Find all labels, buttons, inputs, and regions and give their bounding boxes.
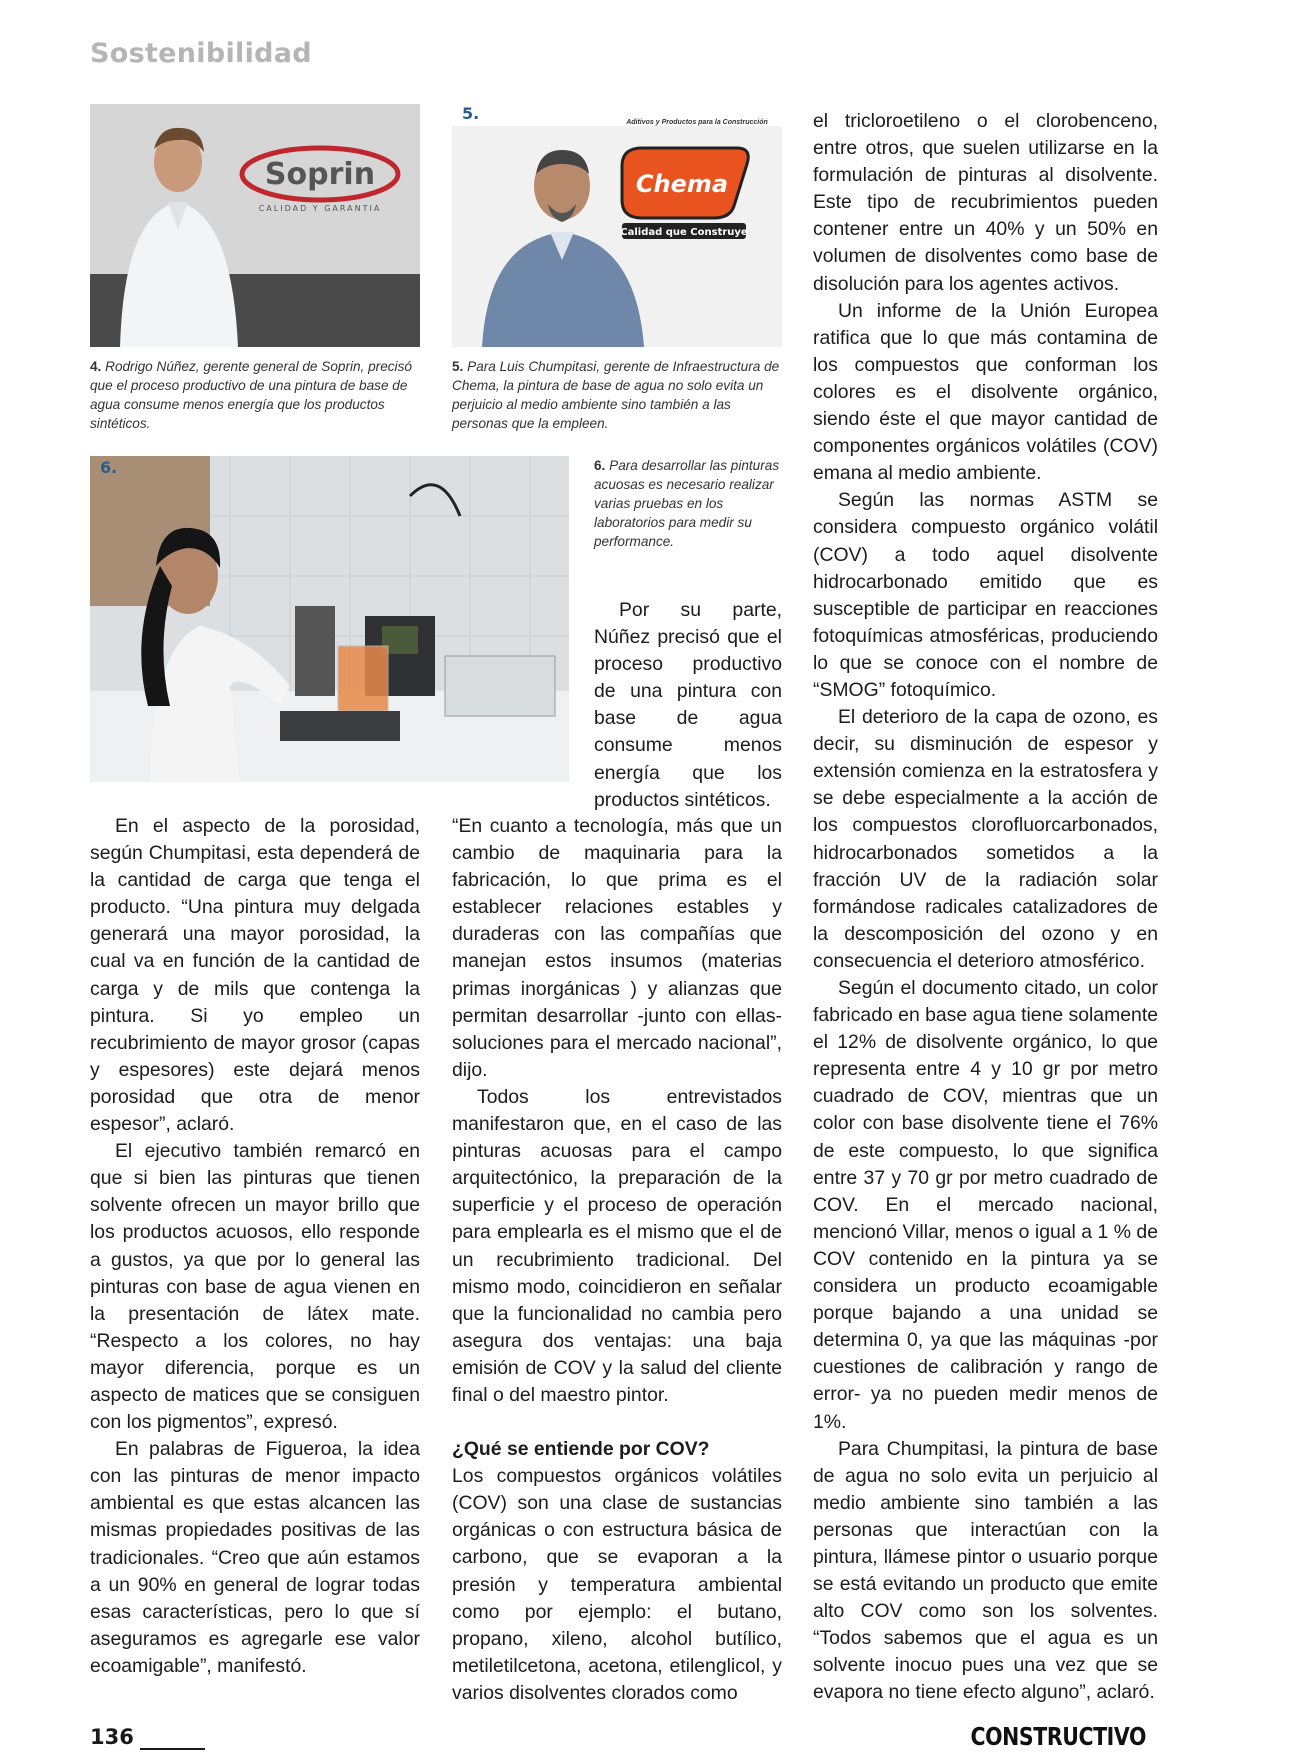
photo-5-illustration: [452, 119, 782, 347]
photo-5-number: 5.: [462, 104, 480, 123]
paragraph-figueroa: En palabras de Figueroa, la idea con las pinturas de menor impacto ambiental es que estas alcancen las mismas propiedades positivas de las tradicionales. “Creo que aún estamos a un 90% en general de lograr todas esas características, pero lo que sí aseguramos es agregarle ese valor ecoamigable”, manifestó.: [90, 1438, 420, 1677]
caption-4-number: 4.: [90, 359, 102, 374]
page-number: 136: [90, 1725, 134, 1749]
photo-luis-chumpitasi: [452, 119, 782, 347]
paragraph-documento-citado: Según el documento citado, un color fabricado en base agua tiene solamente el 12% de disolvente orgánico, lo que representa entre 4 y 10 gr por metro cuadrado de COV, mientras que un color con base disolvente tiene el 76% de este compuesto, lo que significa entre 37 y 70 gr por metro cuadrado de COV. En el mercado nacional, mencionó Villar, menos o igual a 1 % de COV contenido en la pintura ya se considera un producto ecoamigable porque bajando a una unidad se determina 0, ya que las máquinas -por cuestiones de calibración y rango de error- ya no pueden medir menos de 1%.: [813, 977, 1158, 1433]
paragraph-chumpitasi: Para Chumpitasi, la pintura de base de agua no solo evita un perjuicio al medio ambiente sino también a las personas que interactúan con la pintura, llámese pintor o usuario porque se está evitando un producto que emite alto COV como son los solventes. “Todos sabemos que el agua es un solvente inocuo pues una vez que se evapora no tiene efecto alguno”, aclaró.: [813, 1437, 1158, 1704]
chema-logo-text: Chema: [635, 170, 729, 198]
soprin-logo-text: Soprin: [264, 157, 376, 192]
caption-5: [452, 357, 788, 433]
photo-6-illustration: [90, 456, 569, 782]
paragraph-ozono: El deterioro de la capa de ozono, es decir, su disminución de espesor y extensión comienza en la estratosfera y se debe especialmente a la acción de los compuestos clorofluorcarbonados, hidrocarbonados sometidos a la fracción UV de la radiación solar formándose radicales catalizadores de la descomposición del ozono y en consecuencia el deterioro atmosférico.: [813, 706, 1158, 972]
photo-6-number: 6.: [100, 458, 118, 477]
subheading-cov: ¿Qué se entiende por COV?: [452, 1438, 710, 1461]
paragraph-cov-definition: Los compuestos orgánicos volátiles (COV) son una clase de sustancias orgánicas o con estructura básica de carbono, que se evaporan a la presión y temperatura ambiental como por ejemplo: el butano, propano, xileno, alcohol butílico, metiletilcetona, acetona, etilenglicol, y varios disolventes clorados como: [452, 1465, 782, 1704]
photo-4-illustration: [90, 104, 420, 347]
paragraph-entrevistados: Todos los entrevistados manifestaron que, en el caso de las pinturas acuosas para el campo arquitectónico, la preparación de la superficie y el proceso de operación para emplearla es el mismo que el de un recubrimiento tradicional. Del mismo modo, coincidieron en señalar que la funcionalidad no cambia pero asegura dos ventajas: una baja emisión de COV y la salud del cliente final o del maestro pintor.: [452, 1085, 782, 1406]
photo-laboratory: [90, 456, 569, 782]
article-column-middle: [452, 813, 782, 1707]
caption-5-text: Para Luis Chumpitasi, gerente de Infraestructura de Chema, la pintura de base de agua no solo evita un perjuicio al medio ambiente sino también a las personas que la empleen.: [452, 359, 780, 431]
chema-logo-tagline: Calidad que Construye: [620, 227, 748, 238]
caption-6: [594, 456, 784, 551]
caption-6-number: 6.: [594, 458, 606, 473]
paragraph-union-europea: Un informe de la Unión Europea ratifica que lo que más contamina de los compuestos que conforman los colores es el disolvente orgánico, siendo éste el que mayor cantidad de componentes orgánicos volátiles (COV) emana al medio ambiente.: [813, 299, 1158, 485]
caption-5-number: 5.: [452, 359, 464, 374]
article-paragraph-nunez-top: [594, 597, 782, 813]
paragraph-astm: Según las normas ASTM se considera compuesto orgánico volátil (COV) a todo aquel disolvente hidrocarbonado emitido que es susceptible de participar en reacciones fotoquímicas atmosféricas, produciendo lo que se conoce con el nombre de “SMOG” fotoquímico.: [813, 489, 1158, 701]
paragraph-tricloroetileno: el tricloroetileno o el clorobenceno, entre otros, que suelen utilizarse en la formulación de pinturas al disolvente. Este tipo de recubrimientos pueden contener entre un 40% y un 50% en volumen de disolventes como base de disolución para los agentes activos.: [813, 110, 1158, 295]
soprin-logo-tagline: CALIDAD Y GARANTIA: [258, 204, 382, 213]
nunez-paragraph-text: Por su parte, Núñez precisó que el proceso productivo de una pintura con base de agua consume menos energía que los productos sintéticos.: [594, 599, 782, 811]
photo-rodrigo-nunez: [90, 104, 420, 347]
paragraph-brillo: El ejecutivo también remarcó en que si bien las pinturas que tienen solvente ofrecen un mayor brillo que los productos acuosos, ello responde a gustos, ya que por lo general las pinturas con base de agua vienen en la presentación de látex mate. “Respecto a los colores, no hay mayor diferencia, porque es un aspecto de matices que se consiguen con los pigmentos”, expresó.: [90, 1140, 420, 1434]
chema-banner-text: Aditivos y Productos para la Construcción: [626, 119, 768, 126]
caption-6-text: Para desarrollar las pinturas acuosas es necesario realizar varias pruebas en los laboratorios para medir su performance.: [594, 458, 780, 549]
magazine-brand: CONSTRUCTIVO: [970, 1722, 1146, 1751]
caption-4: [90, 357, 420, 433]
paragraph-nunez-continued: “En cuanto a tecnología, más que un cambio de maquinaria para la fabricación, lo que prima es el establecer relaciones estables y duraderas con las compañías que manejan estos insumos (materias primas inorgánicas ) y alianzas que permitan desarrollar -junto con ellas- soluciones para el mercado nacional”, dijo.: [452, 815, 782, 1081]
caption-4-text: Rodrigo Núñez, gerente general de Soprin, precisó que el proceso productivo de una pintura de base de agua consume menos energía que los productos sintéticos.: [90, 359, 412, 431]
article-column-left: [90, 813, 420, 1680]
article-column-right: [813, 108, 1158, 1707]
paragraph-porosidad: En el aspecto de la porosidad, según Chumpitasi, esta dependerá de la cantidad de carga que tenga el producto. “Una pintura muy delgada generará una mayor porosidad, la cual va en función de la cantidad de carga y de mils que contenga la pintura. Si yo empleo un recubrimiento de mayor grosor (capas y espesores) este dejará menos porosidad que otra de menor espesor”, aclaró.: [90, 815, 420, 1136]
section-title: Sostenibilidad: [90, 38, 312, 69]
footer-rule: [140, 1748, 205, 1750]
